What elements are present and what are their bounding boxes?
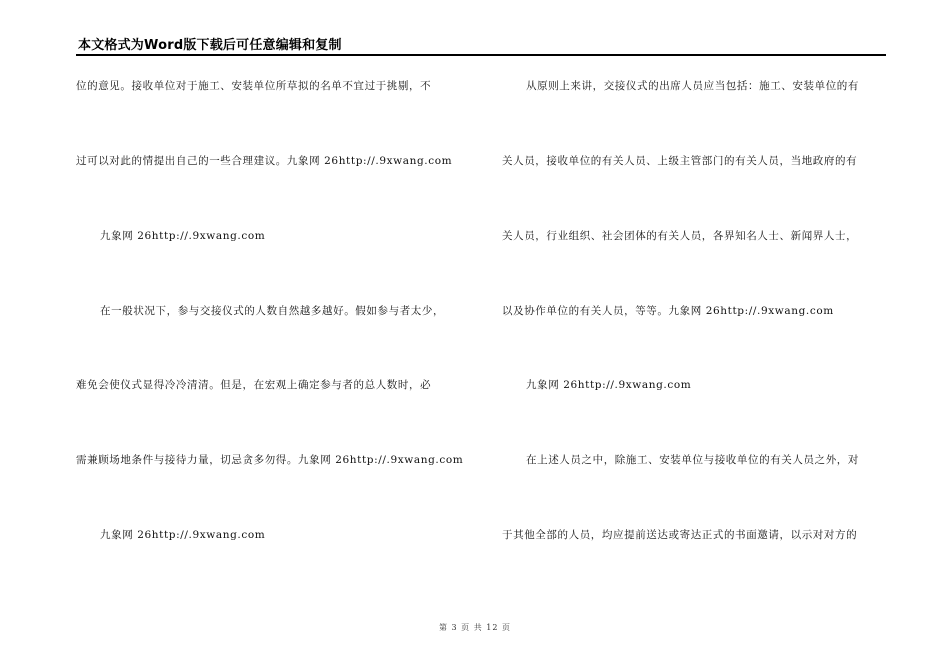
- paragraph-line: 从原则上来讲，交接仪式的出席人员应当包括：施工、安装单位的有: [526, 80, 859, 92]
- paragraph-line: 需兼顾场地条件与接待力量，切忌贪多勿得。九象网 26http://.9xwang.com: [76, 454, 464, 466]
- paragraph-line: 于其他全部的人员，均应提前送达或寄达正式的书面邀请，以示对对方的: [502, 529, 858, 541]
- header-title: 本文格式为Word版下载后可任意编辑和复制: [78, 38, 342, 53]
- paragraph-line: 关人员，接收单位的有关人员、上级主管部门的有关人员，当地政府的有: [502, 155, 858, 167]
- paragraph-line: 在一般状况下，参与交接仪式的人数自然越多越好。假如参与者太少，: [100, 305, 445, 317]
- paragraph-line: 位的意见。接收单位对于施工、安装单位所草拟的名单不宜过于挑剔，不: [76, 80, 432, 92]
- paragraph-line: 九象网 26http://.9xwang.com: [526, 379, 692, 391]
- paragraph-line: 九象网 26http://.9xwang.com: [100, 529, 266, 541]
- right-column: [502, 0, 892, 672]
- paragraph-line: 难免会使仪式显得冷冷清清。但是，在宏观上确定参与者的总人数时，必: [76, 379, 432, 391]
- paragraph-line: 以及协作单位的有关人员，等等。九象网 26http://.9xwang.com: [502, 305, 834, 317]
- paragraph-line: 在上述人员之中，除施工、安装单位与接收单位的有关人员之外，对: [526, 454, 859, 466]
- paragraph-line: 过可以对此的情提出自己的一些合理建议。九象网 26http://.9xwang.com: [76, 155, 453, 167]
- paragraph-line: 关人员，行业组织、社会团体的有关人员，各界知名人士、新闻界人士，: [502, 230, 858, 242]
- page-number: 第 3 页 共 12 页: [439, 623, 511, 632]
- paragraph-line: 九象网 26http://.9xwang.com: [100, 230, 266, 242]
- left-column: [76, 0, 468, 672]
